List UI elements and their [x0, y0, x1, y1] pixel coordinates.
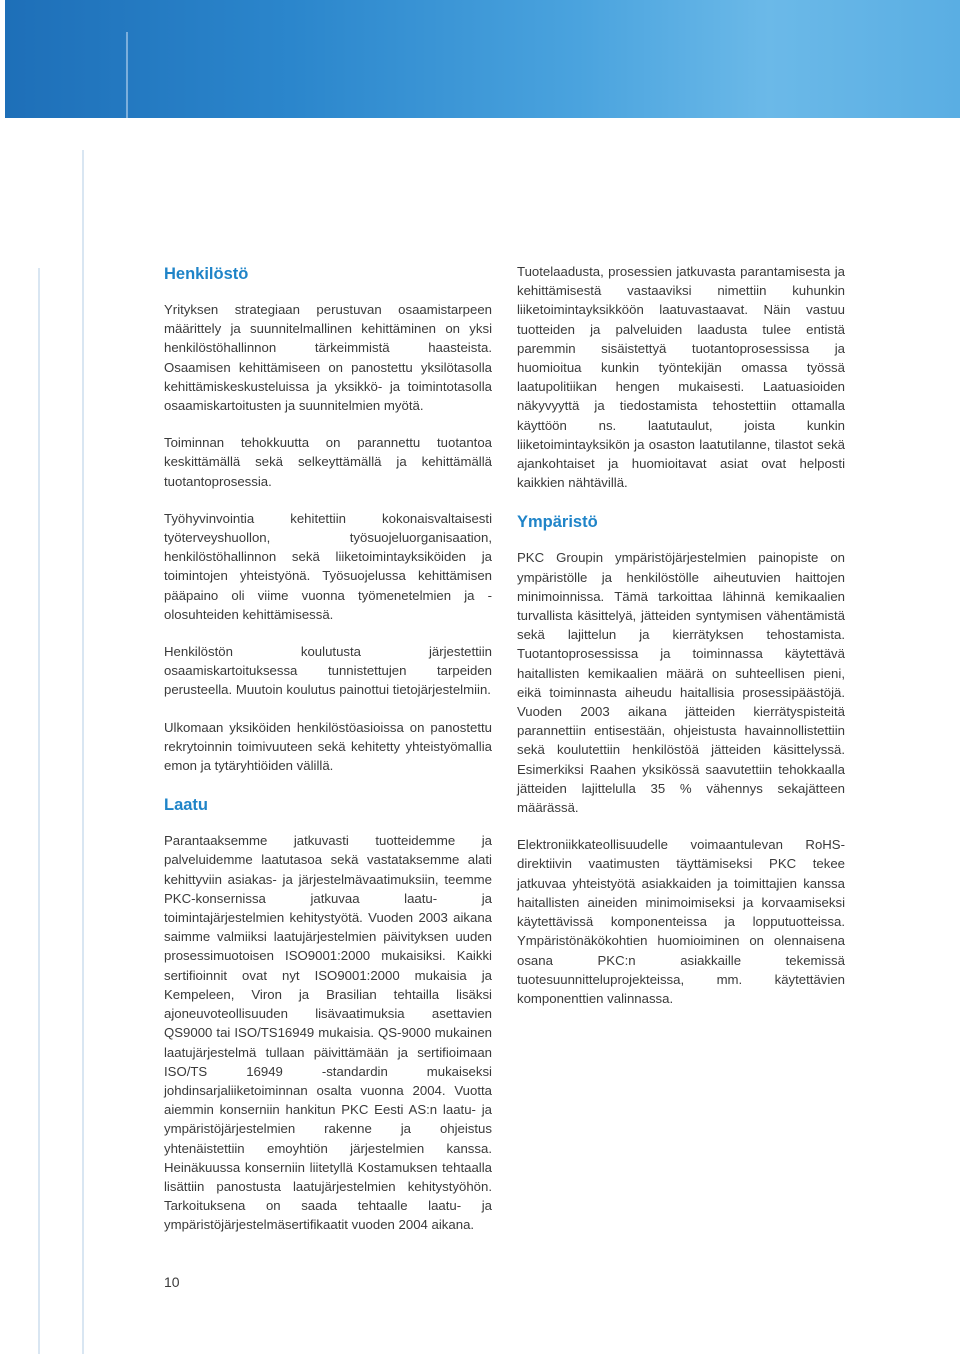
header-banner: [5, 0, 960, 118]
paragraph: PKC Groupin ympäristöjärjestelmien painopiste on ympäristölle ja henkilöstölle aiheutuvien haittojen minimoinnissa. Tämä tarkoittaa lähinnä kemikaalien turvallista käsittelyä, jätteiden syntymisen vähentämistä sekä lajittelun ja kierrätyksen tehostamista. Tuotantoprosessissa ja toiminnassa käytettävä haitallisten kemikaalien määrä on suhteellisen pieni, eikä toiminnasta aiheudu haitallisia prosessipäästöjä. Vuoden 2003 aikana jätteiden kierrätyspisteitä parannettiin entisestään, ohjeistusta havainnollistettiin sekä koulutettiin henkilöstöä jätteiden käsittelyssä. Esimerkiksi Raahen yksikössä saavutettiin tehokkaalla jätteiden lajittelulla 35 % vähennys sekajätteen määrässä.: [517, 550, 845, 816]
paragraph: Työhyvinvointia kehitettiin kokonaisvaltaisesti työterveyshuollon, työsuojeluorganisaation, henkilöstöhallinnon sekä liiketoimintayksiköiden ja toimintojen yhteistyönä. Työsuojelussa kehittämisen pääpaino oli viime vuonna työmenetelmien ja -olosuhteiden kehittämisessä.: [164, 510, 492, 622]
paragraph: Elektroniikkateollisuudelle voimaantulevan RoHS-direktiivin vaatimusten täyttämiseksi PKC tekee jatkuvaa yhteistyötä asiakkaiden ja toimittajien kanssa haitallisten aineiden minimoimiseksi ja korvaamiseksi käytettävissä komponenteissa ja lopputuotteissa. Ympäristönäkökohtien huomioiminen on olennaisena osana PKC:n asiakkaille tekemissä tuotesuunnitteluprojekteissa, mm. käytettävien komponenttien valinnassa.: [517, 837, 845, 1006]
paragraph: Tuotelaadusta, prosessien jatkuvasta parantamisesta ja kehittämisestä vastaaviksi nimettiin kuhunkin liiketoimintayksikköön laatuvastaavat. Näin vastuu tuotteiden ja palveluiden laadusta tulee entistä paremmin sisäistettyä tuotantoprosessissa ja huomioitua kunkin työntekijän omassa työssä laatupolitiikan hengen mukaisesti. Laatuasioiden näkyvyyttä ja tiedostamista tehostettiin ottamalla käyttöön ns. laatutaulut, joista kunkin liiketoimintayksikön ja osaston laatutilanne, tilastot sekä ajankohtaiset ja huomioitavat asiat ovat helposti kaikkien nähtävillä.: [517, 264, 845, 491]
decorative-line: [126, 32, 128, 118]
right-column: [517, 262, 845, 1008]
paragraph: Toiminnan tehokkuutta on parannettu tuotantoa keskittämällä sekä selkeyttämällä ja kehittämällä tuotantoprosessia.: [164, 435, 492, 489]
heading-ymparisto: Ympäristö: [517, 513, 598, 532]
paragraph: Yrityksen strategiaan perustuvan osaamistarpeen määrittely ja suunnitelmallinen kehittäminen on yksi henkilöstöhallinnon tärkeimmistä haasteista. Osaamisen kehittämiseen on panostettu yksilötasolla kehittämiskeskusteluissa ja yksikkö- ja toimintotasolla osaamiskartoitusten ja suunnitelmien myötä.: [164, 302, 492, 414]
paragraph: Henkilöstön koulutusta järjestettiin osaamiskartoituksessa tunnistettujen tarpeiden perusteella. Muutoin koulutus painottui tietojärjestelmiin.: [164, 644, 492, 698]
decorative-line: [82, 150, 84, 1354]
left-column: [164, 262, 492, 1235]
paragraph: Ulkomaan yksiköiden henkilöstöasioissa on panostettu rekrytoinnin toimivuuteen sekä kehitetty yhteistyömallia emon ja tytäryhtiöiden välillä.: [164, 719, 492, 774]
heading-laatu: Laatu: [164, 796, 209, 815]
paragraph: Parantaaksemme jatkuvasti tuotteidemme ja palveluidemme laatutasoa sekä vastataksemme alati kehittyviin asiakas- ja järjestelmävaatimuksiin, teemme PKC-konsernissa jatkuvaa laatu- ja toimintajärjestelmien kehitystyötä. Vuoden 2003 aikana saimme valmiiksi laatujärjestelmien päivityksen uuden prosessimuotoisen ISO9001:2000 mukaisiksi. Kaikki sertifioinnit ovat nyt ISO9001:2000 mukaisia ja Kempeleen, Viron ja Brasilian tehtailla lisäksi ajoneuvoteollisuuden lisävaatimuksia asettavien QS9000 tai ISO/TS16949 mukaisia. QS-9000 mukainen laatujärjestelmä tullaan päivittämään ja sertifioimaan ISO/TS 16949 -standardin mukaiseksi johdinsarjaliiketoiminnan osalta vuonna 2004. Vuotta aiemmin konserniin hankitun PKC Eesti AS:n laatu- ja ympäristöjärjestelmien rakenne ja ohjeistus yhtenäistettiin emoyhtiön järjestelmien kanssa. Heinäkuussa konserniin liitetyllä Kostamuksen tehtaalla lisättiin panostusta laatujärjestelmien kehitystyöhön. Tarkoituksena on saada tehtaalle laatu- ja ympäristöjärjestelmäsertifikaatit vuoden 2004 aikana.: [164, 833, 492, 1233]
page-number: 10: [164, 1274, 180, 1290]
heading-henkilosto: Henkilöstö: [164, 265, 249, 283]
decorative-line: [38, 268, 40, 1354]
